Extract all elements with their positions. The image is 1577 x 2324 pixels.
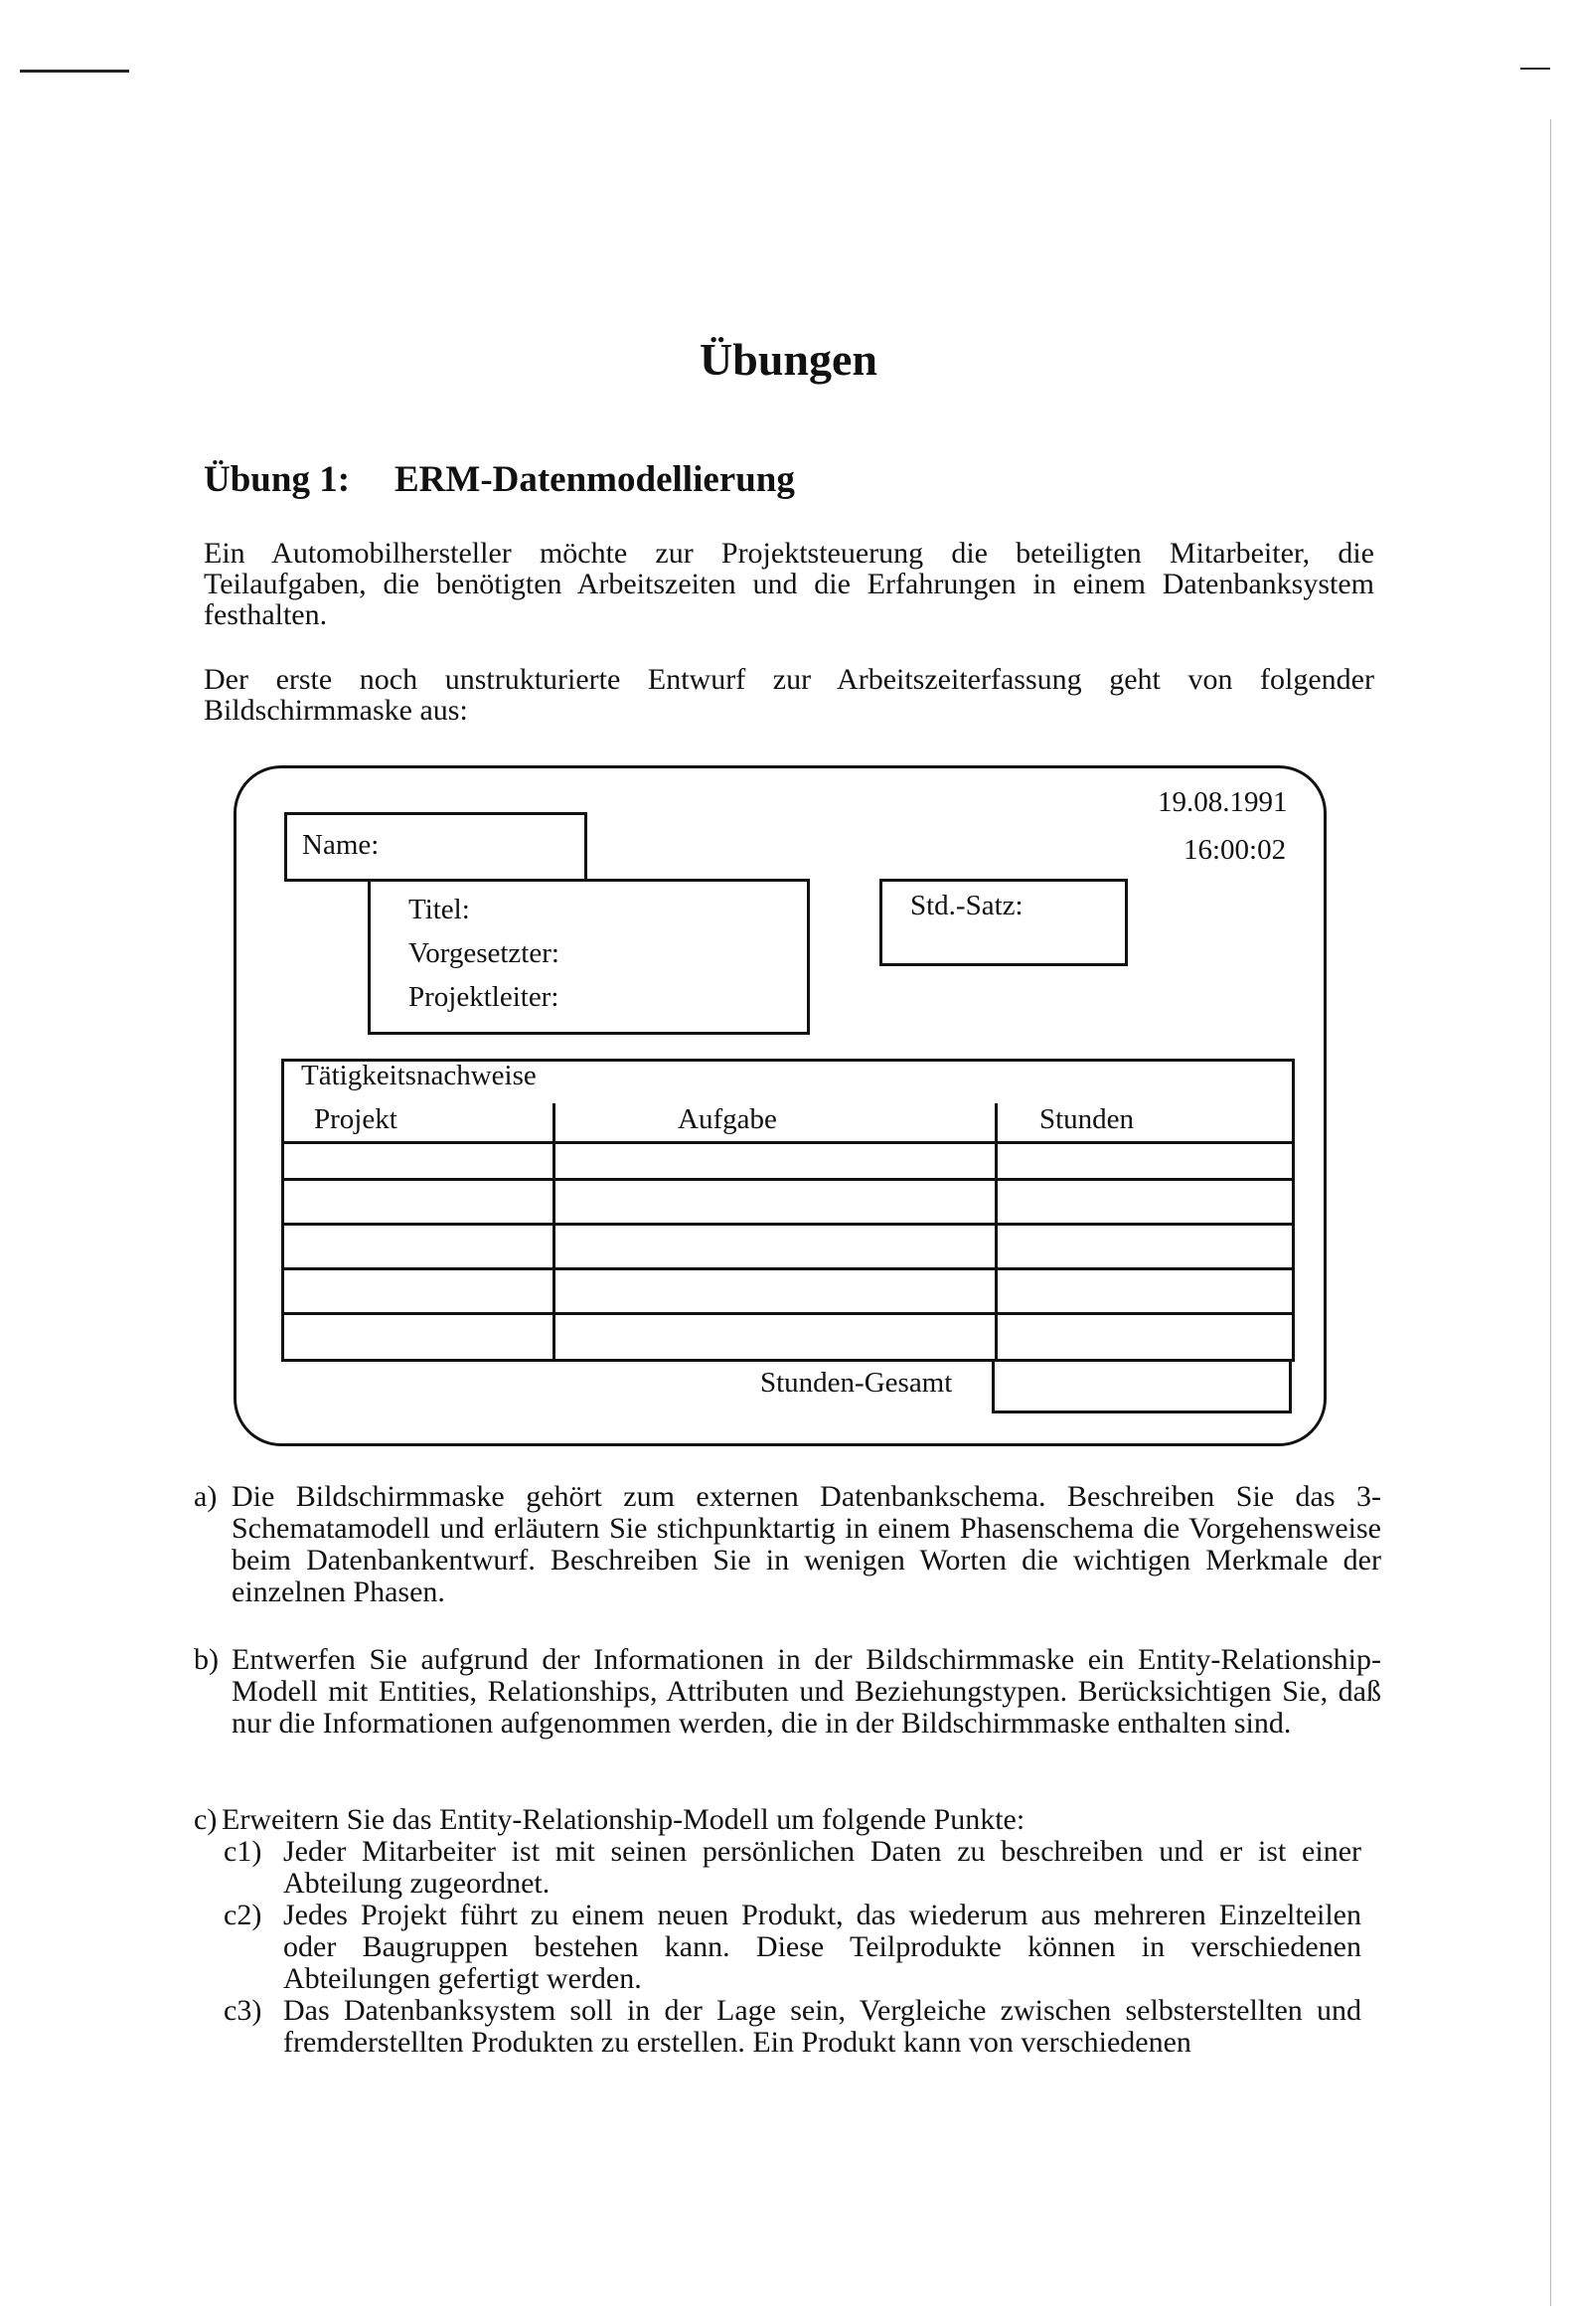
table-row-line [284,1312,1295,1315]
subtask-label: c2) [224,1899,262,1931]
column-header-project: Projekt [314,1103,397,1135]
screen-mask [234,765,1327,1446]
subtask-c3 [224,1995,1361,2059]
rate-label: Std.-Satz: [910,890,1024,921]
intro-paragraph: Der erste noch unstrukturierte Entwurf zur Arbeitszeiterfassung geht von folgender Bildschirmmaske aus: [204,663,1374,727]
subtask-text: Jedes Projekt führt zu einem neuen Produkt, das wiederum aus mehreren Einzelteilen oder Baugruppen bestehen kann. Diese Teilprodukte können in verschiedenen Abteilungen gefertigt werden. [283,1899,1361,1995]
scan-artifact-top-left [20,70,129,73]
subtask-label: c1) [224,1835,262,1868]
task-label: a) [194,1480,218,1513]
task-a [194,1481,1381,1608]
subtask-text: Jeder Mitarbeiter ist mit seinen persönlichen Daten zu beschreiben und er ist einer Abteilung zugeordnet. [283,1835,1361,1900]
task-c [194,1804,1381,1836]
column-header-hours: Stunden [1039,1103,1135,1135]
total-hours-field [992,1359,1292,1413]
task-text: Entwerfen Sie aufgrund der Informationen in der Bildschirmmaske ein Entity-Relationship-Modell mit Entities, Relationships, Attributen und Beziehungstypen. Berücksichtigen Sie, daß nur die Informationen aufgenommen werden, die in der Bildschirmmaske enthalten sind. [232,1643,1381,1740]
employee-details-box [368,879,810,1035]
activity-table [281,1059,1295,1362]
project-lead-label: Projektleiter: [408,981,559,1013]
task-text: Erweitern Sie das Entity-Relationship-Modell um folgende Punkte: [222,1803,1025,1836]
total-hours-label: Stunden-Gesamt [760,1367,953,1399]
subtask-c1 [224,1836,1361,1900]
name-field [284,812,587,882]
scan-artifact-right-edge [1550,119,1551,2306]
task-text: Die Bildschirmmaske gehört zum externen Datenbankschema. Beschreiben Sie das 3-Schematamodell und erläutern Sie stichpunktartig in einem Phasenschema die Vorgehensweise beim Datenbankentwurf. Beschreiben Sie in wenigen Worten die wichtigen Merkmale der einzelnen Phasen. [232,1480,1381,1608]
table-row-line [284,1141,1295,1144]
table-row-line [284,1267,1295,1270]
title-label: Titel: [408,894,470,925]
table-caption: Tätigkeitsnachweise [301,1060,537,1091]
task-label: c) [194,1803,218,1836]
scan-artifact-top-right [1520,68,1550,70]
rate-field [879,879,1128,966]
intro-paragraph: Ein Automobilhersteller möchte zur Projektsteuerung die beteiligten Mitarbeiter, die Teilaufgaben, die benötigten Arbeitszeiten und die Erfahrungen in einem Datenbanksystem festhalten. [204,537,1374,631]
subtask-c2 [224,1900,1361,1995]
column-header-task: Aufgabe [678,1103,777,1135]
mask-date: 19.08.1991 [1158,786,1288,818]
name-label: Name: [302,829,380,861]
task-b [194,1644,1381,1740]
mask-time: 16:00:02 [1183,834,1287,866]
task-label: b) [194,1643,219,1676]
page-title: Übungen [700,334,877,385]
table-row-line [284,1178,1295,1181]
table-row-line [284,1223,1295,1226]
exercise-name: ERM-Datenmodellierung [394,459,795,500]
supervisor-label: Vorgesetzter: [408,937,559,969]
subtask-text: Das Datenbanksystem soll in der Lage sein, Vergleiche zwischen selbsterstellten und fremderstellten Produkten zu erstellen. Ein Produkt kann von verschiedenen [283,1994,1361,2059]
subtask-label: c3) [224,1994,262,2027]
exercise-number: Übung 1: [204,459,351,500]
